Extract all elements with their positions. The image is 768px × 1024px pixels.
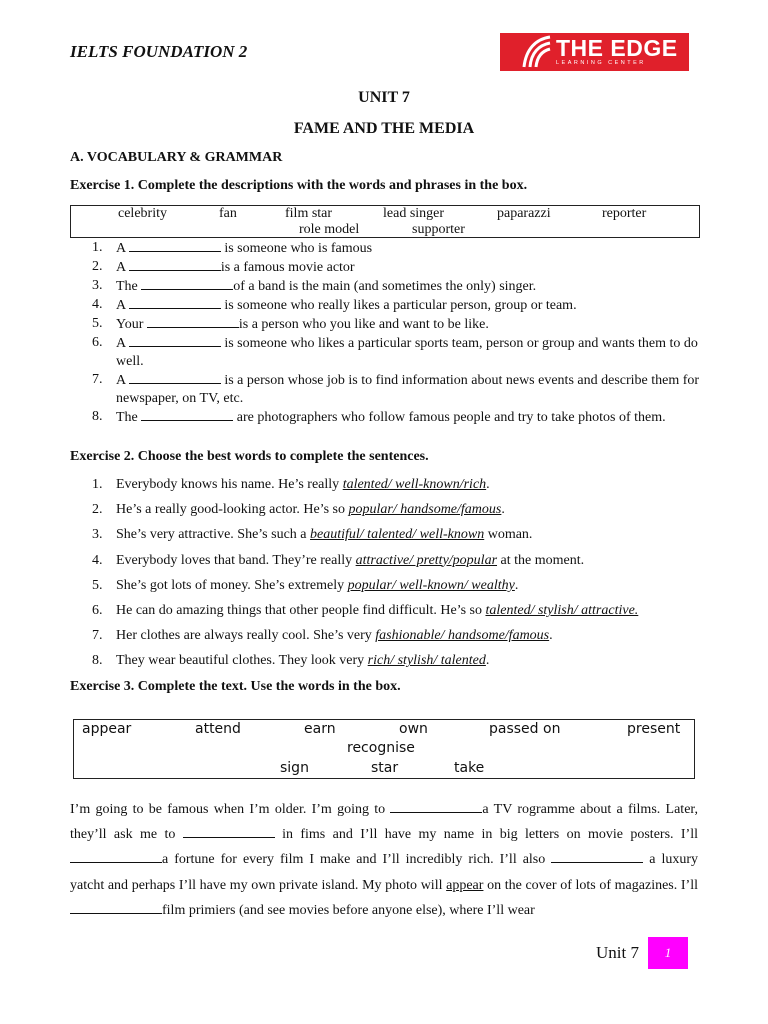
- word-box-item: passed on: [489, 721, 561, 737]
- answer-blank[interactable]: [70, 850, 162, 863]
- word-box-item: earn: [304, 721, 336, 737]
- word-options[interactable]: fashionable/ handsome/famous: [375, 628, 550, 644]
- exercise1-word-box: [70, 205, 700, 238]
- word-box-item: present: [627, 721, 681, 737]
- answer-blank[interactable]: [129, 239, 221, 252]
- unit-title: UNIT 7: [358, 89, 410, 106]
- word-options[interactable]: popular/ handsome/famous: [348, 502, 502, 518]
- list-item: 3. She’s very attractive. She’s such a beautiful/ talented/ well-known woman.: [92, 527, 533, 543]
- answer-blank[interactable]: [129, 296, 221, 309]
- word-box-item: own: [399, 721, 428, 737]
- answer-blank[interactable]: [129, 334, 221, 347]
- answer-blank[interactable]: [183, 825, 275, 838]
- footer-unit-label: Unit 7: [596, 943, 639, 962]
- list-item: 2. He’s a really good-looking actor. He’s so popular/ handsome/famous.: [92, 502, 505, 518]
- list-item: 7. Her clothes are always really cool. She’s very fashionable/ handsome/famous.: [92, 628, 553, 644]
- course-title: IELTS FOUNDATION 2: [70, 42, 248, 61]
- word-box-item: sign: [280, 760, 309, 776]
- page-number: 1: [648, 937, 688, 969]
- word-box-item: fan: [219, 206, 237, 221]
- answer-blank[interactable]: [141, 408, 233, 421]
- answer-blank[interactable]: [390, 800, 482, 813]
- word-box-item: lead singer: [383, 206, 445, 221]
- word-options[interactable]: attractive/ pretty/popular: [355, 552, 498, 568]
- word-box-item: reporter: [602, 206, 647, 221]
- answer-blank[interactable]: [551, 850, 643, 863]
- word-options[interactable]: talented/ stylish/ attractive.: [485, 603, 639, 619]
- answer-blank[interactable]: [141, 277, 233, 290]
- exercise1-list: [70, 239, 710, 427]
- list-item: 6. A is someone who likes a particular sports team, person or group and wants them to do well.: [92, 335, 698, 369]
- word-box-item: celebrity: [118, 206, 167, 221]
- list-item: 1. Everybody knows his name. He’s really talented/ well-known/rich.: [92, 477, 490, 492]
- word-box-item: attend: [195, 721, 241, 737]
- word-box-item: role model: [299, 222, 360, 237]
- list-item: 8. They wear beautiful clothes. They look very rich/ stylish/ talented.: [92, 653, 490, 669]
- unit-subtitle: FAME AND THE MEDIA: [293, 120, 475, 137]
- word-box-item: star: [371, 760, 399, 776]
- example-answer: appear: [446, 877, 484, 893]
- exercise2-title: Exercise 2. Choose the best words to complete the sentences.: [70, 449, 429, 464]
- word-box-item: film star: [285, 206, 333, 221]
- exercise3-title: Exercise 3. Complete the text. Use the words in the box.: [70, 679, 401, 694]
- list-item: 5. Your is a person who you like and want to be like.: [92, 316, 489, 332]
- word-options[interactable]: rich/ stylish/ talented: [367, 653, 486, 669]
- logo-sub-text: LEARNING CENTER: [556, 60, 646, 67]
- exercise1-title: Exercise 1. Complete the descriptions with the words and phrases in the box.: [70, 178, 528, 193]
- word-box-item: paparazzi: [497, 206, 551, 221]
- list-item: 2. A is a famous movie actor: [92, 259, 355, 275]
- answer-blank[interactable]: [70, 901, 162, 914]
- word-options[interactable]: popular/ well-known/ wealthy: [347, 577, 515, 593]
- list-item: 6. He can do amazing things that other people find difficult. He’s so talented/ stylish/ attractive.: [92, 603, 639, 619]
- word-options[interactable]: beautiful/ talented/ well-known: [310, 527, 485, 543]
- logo-arc-icon: [520, 35, 552, 69]
- section-heading: A. VOCABULARY & GRAMMAR: [70, 150, 283, 165]
- list-item: 1. A is someone who is famous: [92, 240, 373, 256]
- word-box-item: recognise: [347, 740, 415, 756]
- list-item: 7. A is a person whose job is to find information about news events and describe them for newspaper, on TV, etc.: [92, 372, 700, 406]
- exercise3-paragraph: I’m going to be famous when I’m older. I’m going to a TV rogramme about a films. Later, they’ll ask me to in fims and I’ll have my name in big letters on movie posters. I’ll a fortune for every film I make and I’ll incredibly rich. I’ll also a luxury yatcht and perhaps I’ll have my own private island. My photo will appear on the cover of lots of magazines. I’ll film primiers (and see movies before anyone else), where I’ll wear: [70, 802, 699, 918]
- logo-main-text: THE EDGE: [556, 35, 678, 62]
- the-edge-logo: [500, 33, 689, 71]
- answer-blank[interactable]: [147, 315, 239, 328]
- list-item: 4. Everybody loves that band. They’re really attractive/ pretty/popular at the moment.: [92, 552, 585, 568]
- list-item: 3. The of a band is the main (and sometimes the only) singer.: [92, 278, 537, 294]
- word-box-item: take: [454, 760, 485, 776]
- list-item: 4. A is someone who really likes a particular person, group or team.: [92, 297, 577, 313]
- exercise3-word-box: [73, 719, 695, 779]
- exercise2-list: [70, 472, 730, 674]
- list-item: 5. She’s got lots of money. She’s extremely popular/ well-known/ wealthy.: [92, 577, 519, 593]
- answer-blank[interactable]: [129, 258, 221, 271]
- word-box-item: supporter: [412, 222, 465, 237]
- word-options[interactable]: talented/ well-known/rich: [342, 477, 487, 492]
- word-box-item: appear: [82, 721, 132, 737]
- list-item: 8. The are photographers who follow famous people and try to take photos of them.: [92, 409, 666, 425]
- answer-blank[interactable]: [129, 371, 221, 384]
